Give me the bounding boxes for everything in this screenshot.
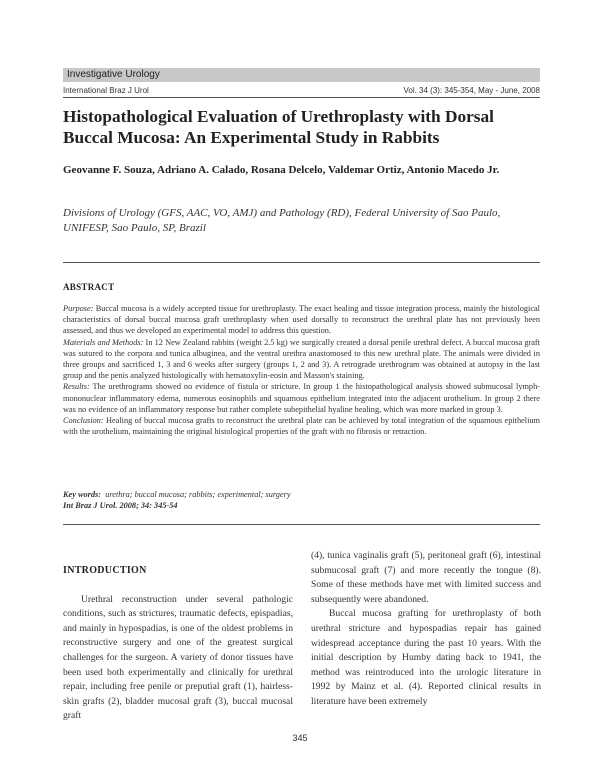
affiliation-line-1: Divisions of Urology (GFS, AAC, VO, AMJ) and Pathology (RD), Federal University of Sao Paulo, (63, 207, 501, 219)
section-label-bar (63, 68, 540, 82)
purpose-text: Buccal mucosa is a widely accepted tissue for urethroplasty. The exact healing and tissue integration process, mainly the histological characteristics of dorsal buccal mucosa graft urethroplasty when used dorsally to reconstruct the urethral plate has not previously been assessed, and thus we developed an experimental model to address this question. (63, 304, 540, 336)
abstract-purpose (63, 303, 540, 337)
volume-info: Vol. 34 (3): 345-354, May - June, 2008 (403, 86, 540, 95)
abstract-heading: ABSTRACT (63, 282, 115, 292)
page-number: 345 (292, 733, 308, 743)
keywords-label: Key words: (63, 490, 102, 499)
header-divider (63, 97, 540, 98)
results-label: Results: (63, 382, 90, 392)
title-line-2: Buccal Mucosa: An Experimental Study in Rabbits (63, 128, 440, 147)
abstract-divider-top (63, 262, 540, 263)
abstract-methods (63, 337, 540, 382)
abstract-body (63, 303, 540, 437)
keywords-value: urethra; buccal mucosa; rabbits; experimental; surgery (105, 490, 291, 499)
section-label: Investigative Urology (67, 69, 160, 80)
citation: Int Braz J Urol. 2008; 34: 345-54 (63, 501, 178, 511)
abstract-divider-bottom (63, 524, 540, 525)
keywords-line (63, 489, 540, 500)
conclusion-text: Healing of buccal mucosa grafts to reconstruct the urethral plate can be achieved by total integration of the squamous epithelium with the urothelium, maintaining the original histological properties of the graft with no fibrosis or retraction. (63, 416, 540, 437)
methods-text: In 12 New Zealand rabbits (weight 2.5 kg) we surgically created a dorsal penile urethral defect. A buccal mucosa graft was sutured to the corpora and tunica albuginea, and the ventral urethra anastomosed to this new urethral plate. The animals were divided in three groups and sacrificed 1, 3 and 6 weeks after surgery (groups 1, 2 and 3). A retrograde urethrogram was obtained at autopsy in the last group and the penis analyzed histologically with hematoxylin-eosin and Masson's staining. (63, 337, 540, 381)
right-column (311, 549, 541, 710)
methods-label: Materials and Methods: (63, 337, 144, 347)
abstract-results (63, 381, 540, 415)
purpose-label: Purpose: (63, 304, 94, 313)
title-line-1: Histopathological Evaluation of Urethroplasty with Dorsal (63, 107, 494, 126)
left-column (63, 549, 293, 724)
introduction-heading: INTRODUCTION (63, 565, 147, 576)
conclusion-label: Conclusion: (63, 416, 104, 426)
results-text: The urethrograms showed no evidence of fistula or stricture. In group 1 the histopathological analysis showed submucosal lymph-mononuclear inflammatory edema, numerous eosinophils and squamous epithelium integrated into the adjacent urothelium. In group 2 there was no evidence of an inflammatory response but rather complete subepithelial hyaline healing, which was more marked in group 3. (63, 382, 540, 414)
affiliation-line-2: UNIFESP, Sao Paulo, SP, Brazil (63, 222, 206, 234)
journal-name: International Braz J Urol (63, 86, 149, 95)
article-title (63, 106, 540, 148)
affiliations (63, 206, 540, 236)
journal-header (63, 86, 540, 95)
abstract-conclusion (63, 415, 540, 437)
intro-paragraph-2: Buccal mucosa grafting for urethroplasty of both urethral stricture and hypospadias repair has gained widespread acceptance during the past 10 years. With the initial description by Humby dating back to 1941, the method was reintroduced into the urologic literature in 1992 by Mainz et al. (4). Reported clinical results in literature have been extremely (311, 608, 541, 707)
intro-paragraph-1: Urethral reconstruction under several pathologic conditions, such as strictures, traumatic defects, epispadias, and mainly in hypospadias, is one of the oldest problems in reconstructive surgery and one of the greatest surgical challenges for the surgeon. A variety of donor tissues have been used both experimentally and clinically for urethral repair, including free penile or preputial graft (1), hairless-skin grafts (2), bladder mucosal graft (3), buccal mucosal graft (63, 593, 293, 722)
intro-paragraph-continued: (4), tunica vaginalis graft (5), peritoneal graft (6), intestinal submucosal graft (7) and more recently the tongue (8). Some of these methods have met with limited success and subsequently were abandoned. (311, 550, 541, 605)
keywords-block (63, 489, 540, 511)
author-list: Geovanne F. Souza, Adriano A. Calado, Rosana Delcelo, Valdemar Ortiz, Antonio Macedo Jr. (63, 164, 500, 176)
